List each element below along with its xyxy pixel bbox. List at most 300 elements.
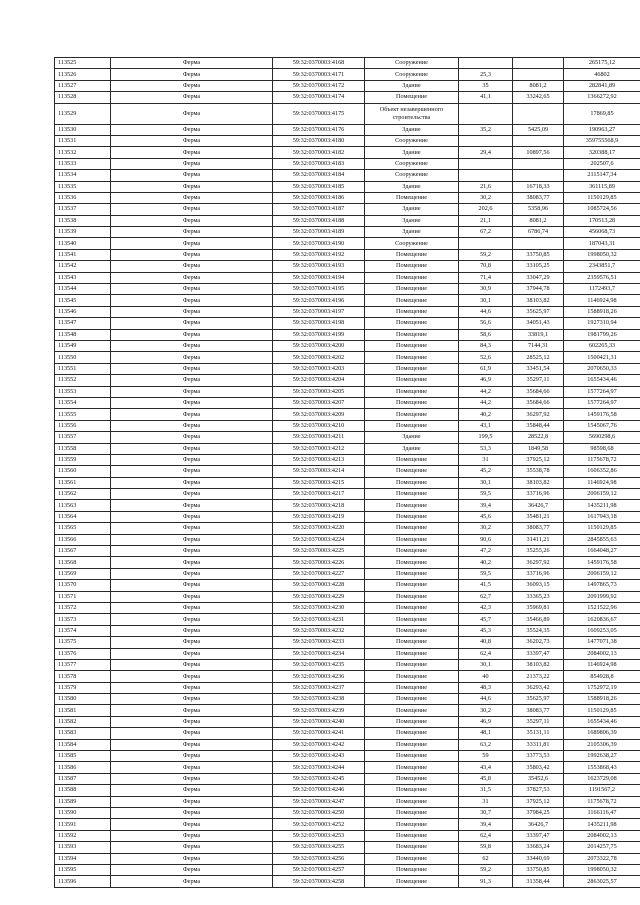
object-area-cell: [459, 58, 513, 69]
object-name-cell: Ферма: [111, 432, 273, 443]
object-name-cell: Ферма: [111, 671, 273, 682]
row-id-cell: 113529: [55, 103, 111, 124]
object-type-cell: Здание: [365, 204, 459, 215]
cadastral-value-cell: 17869,85: [564, 103, 640, 124]
object-area-cell: 91,3: [459, 876, 513, 887]
table-row: [55, 329, 640, 340]
cadastral-value-cell: 1588918,26: [564, 694, 640, 705]
object-area-cell: [459, 158, 513, 169]
cadastral-value-cell: 98598,68: [564, 443, 640, 454]
object-type-cell: Сооружение: [365, 58, 459, 69]
cadastral-number-cell: 59:32:0370003:4252: [273, 819, 365, 830]
row-id-cell: 113561: [55, 477, 111, 488]
unit-value-cell: 35848,44: [513, 420, 564, 431]
row-id-cell: 113554: [55, 397, 111, 408]
unit-value-cell: 35803,42: [513, 762, 564, 773]
row-id-cell: 113542: [55, 261, 111, 272]
object-area-cell: 31: [459, 796, 513, 807]
cadastral-number-cell: 59:32:0370003:4246: [273, 785, 365, 796]
cadastral-number-cell: 59:32:0370003:4175: [273, 103, 365, 124]
row-id-cell: 113565: [55, 523, 111, 534]
unit-value-cell: 21373,22: [513, 671, 564, 682]
row-id-cell: 113564: [55, 511, 111, 522]
object-area-cell: 40: [459, 671, 513, 682]
object-area-cell: 45,6: [459, 511, 513, 522]
unit-value-cell: 33750,85: [513, 249, 564, 260]
cadastral-value-cell: 1752972,19: [564, 682, 640, 693]
object-area-cell: 59,2: [459, 249, 513, 260]
row-id-cell: 113546: [55, 306, 111, 317]
cadastral-value-cell: 1500421,31: [564, 352, 640, 363]
object-name-cell: Ферма: [111, 557, 273, 568]
table-row: [55, 580, 640, 591]
object-name-cell: Ферма: [111, 135, 273, 146]
unit-value-cell: 38083,77: [513, 192, 564, 203]
unit-value-cell: 35481,21: [513, 511, 564, 522]
cadastral-number-cell: 59:32:0370003:4258: [273, 876, 365, 887]
object-area-cell: 21,6: [459, 181, 513, 192]
table-row: [55, 728, 640, 739]
cadastral-number-cell: 59:32:0370003:4196: [273, 295, 365, 306]
cadastral-number-cell: 59:32:0370003:4239: [273, 705, 365, 716]
cadastral-value-cell: 1981799,26: [564, 329, 640, 340]
object-name-cell: Ферма: [111, 773, 273, 784]
row-id-cell: 113595: [55, 864, 111, 875]
row-id-cell: 113550: [55, 352, 111, 363]
unit-value-cell: 33451,54: [513, 363, 564, 374]
object-area-cell: 63,2: [459, 739, 513, 750]
table-row: [55, 557, 640, 568]
object-area-cell: 44,6: [459, 694, 513, 705]
cadastral-number-cell: 59:32:0370003:4180: [273, 135, 365, 146]
object-area-cell: 43,4: [459, 762, 513, 773]
object-area-cell: 30,1: [459, 659, 513, 670]
object-area-cell: 84,3: [459, 340, 513, 351]
cadastral-value-cell: 2845855,63: [564, 534, 640, 545]
table-row: [55, 534, 640, 545]
cadastral-number-cell: 59:32:0370003:4182: [273, 147, 365, 158]
unit-value-cell: [513, 58, 564, 69]
cadastral-value-cell: 1459176,58: [564, 557, 640, 568]
table-row: [55, 170, 640, 181]
cadastral-value-cell: 1689806,39: [564, 728, 640, 739]
object-type-cell: Помещение: [365, 397, 459, 408]
row-id-cell: 113553: [55, 386, 111, 397]
cadastral-value-cell: 854928,8: [564, 671, 640, 682]
object-area-cell: 59,8: [459, 842, 513, 853]
row-id-cell: 113579: [55, 682, 111, 693]
cadastral-value-cell: 1664048,27: [564, 546, 640, 557]
cadastral-value-cell: 361115,89: [564, 181, 640, 192]
object-area-cell: 35,2: [459, 124, 513, 135]
row-id-cell: 113531: [55, 135, 111, 146]
cadastral-number-cell: 59:32:0370003:4232: [273, 625, 365, 636]
row-id-cell: 113578: [55, 671, 111, 682]
object-name-cell: Ферма: [111, 340, 273, 351]
table-row: [55, 864, 640, 875]
object-type-cell: Помещение: [365, 876, 459, 887]
object-name-cell: Ферма: [111, 762, 273, 773]
object-area-cell: 62,4: [459, 830, 513, 841]
unit-value-cell: 33716,96: [513, 568, 564, 579]
object-name-cell: Ферма: [111, 147, 273, 158]
unit-value-cell: 33047,29: [513, 272, 564, 283]
object-type-cell: Помещение: [365, 808, 459, 819]
object-name-cell: Ферма: [111, 103, 273, 124]
table-row: [55, 751, 640, 762]
cadastral-value-cell: 1521522,96: [564, 602, 640, 613]
table-row: [55, 272, 640, 283]
cadastral-number-cell: 59:32:0370003:4236: [273, 671, 365, 682]
object-name-cell: Ферма: [111, 614, 273, 625]
row-id-cell: 113573: [55, 614, 111, 625]
object-name-cell: Ферма: [111, 352, 273, 363]
object-area-cell: 70,8: [459, 261, 513, 272]
object-name-cell: Ферма: [111, 625, 273, 636]
object-area-cell: 58,6: [459, 329, 513, 340]
object-type-cell: Помещение: [365, 534, 459, 545]
table-row: [55, 466, 640, 477]
object-name-cell: Ферма: [111, 842, 273, 853]
table-row: [55, 58, 640, 69]
table-row: [55, 238, 640, 249]
object-area-cell: 45,3: [459, 625, 513, 636]
unit-value-cell: 37925,12: [513, 454, 564, 465]
cadastral-value-cell: 1175678,72: [564, 454, 640, 465]
cadastral-number-cell: 59:32:0370003:4220: [273, 523, 365, 534]
row-id-cell: 113535: [55, 181, 111, 192]
object-name-cell: Ферма: [111, 58, 273, 69]
row-id-cell: 113590: [55, 808, 111, 819]
object-type-cell: Помещение: [365, 375, 459, 386]
object-name-cell: Ферма: [111, 648, 273, 659]
cadastral-number-cell: 59:32:0370003:4186: [273, 192, 365, 203]
object-type-cell: Сооружение: [365, 135, 459, 146]
table-row: [55, 705, 640, 716]
object-name-cell: Ферма: [111, 876, 273, 887]
row-id-cell: 113591: [55, 819, 111, 830]
table-row: [55, 773, 640, 784]
cadastral-number-cell: 59:32:0370003:4217: [273, 489, 365, 500]
cadastral-number-cell: 59:32:0370003:4203: [273, 363, 365, 374]
row-id-cell: 113592: [55, 830, 111, 841]
cadastral-number-cell: 59:32:0370003:4231: [273, 614, 365, 625]
object-area-cell: 30,2: [459, 705, 513, 716]
table-row: [55, 739, 640, 750]
table-row: [55, 386, 640, 397]
object-name-cell: Ферма: [111, 454, 273, 465]
table-row: [55, 204, 640, 215]
unit-value-cell: 6786,74: [513, 227, 564, 238]
object-name-cell: Ферма: [111, 69, 273, 80]
unit-value-cell: 38103,82: [513, 659, 564, 670]
table-row: [55, 181, 640, 192]
object-type-cell: Помещение: [365, 773, 459, 784]
cadastral-value-cell: 1435211,98: [564, 819, 640, 830]
table-row: [55, 103, 640, 124]
unit-value-cell: 37944,78: [513, 284, 564, 295]
object-area-cell: 41,5: [459, 580, 513, 591]
object-area-cell: 29,4: [459, 147, 513, 158]
object-name-cell: Ферма: [111, 830, 273, 841]
cadastral-number-cell: 59:32:0370003:4257: [273, 864, 365, 875]
table-row: [55, 420, 640, 431]
cadastral-number-cell: 59:32:0370003:4202: [273, 352, 365, 363]
table-row: [55, 796, 640, 807]
object-type-cell: Помещение: [365, 694, 459, 705]
cadastral-number-cell: 59:32:0370003:4213: [273, 454, 365, 465]
cadastral-number-cell: 59:32:0370003:4207: [273, 397, 365, 408]
cadastral-value-cell: 1366272,92: [564, 92, 640, 103]
object-type-cell: Помещение: [365, 454, 459, 465]
row-id-cell: 113570: [55, 580, 111, 591]
object-area-cell: 53,3: [459, 443, 513, 454]
cadastral-number-cell: 59:32:0370003:4183: [273, 158, 365, 169]
object-area-cell: 40,8: [459, 637, 513, 648]
object-area-cell: 59,5: [459, 568, 513, 579]
row-id-cell: 113582: [55, 716, 111, 727]
unit-value-cell: [513, 135, 564, 146]
table-row: [55, 295, 640, 306]
object-type-cell: Помещение: [365, 762, 459, 773]
unit-value-cell: 36293,42: [513, 682, 564, 693]
object-type-cell: Сооружение: [365, 69, 459, 80]
unit-value-cell: 28522,8: [513, 432, 564, 443]
unit-value-cell: 5358,96: [513, 204, 564, 215]
object-area-cell: 47,2: [459, 546, 513, 557]
cadastral-value-cell: 282841,89: [564, 80, 640, 91]
row-id-cell: 113569: [55, 568, 111, 579]
cadastral-value-cell: 1085724,56: [564, 204, 640, 215]
cadastral-value-cell: 1998050,32: [564, 864, 640, 875]
object-area-cell: 46,9: [459, 375, 513, 386]
cadastral-number-cell: 59:32:0370003:4241: [273, 728, 365, 739]
table-row: [55, 92, 640, 103]
unit-value-cell: 33683,24: [513, 842, 564, 853]
cadastral-number-cell: 59:32:0370003:4192: [273, 249, 365, 260]
cadastral-number-cell: 59:32:0370003:4187: [273, 204, 365, 215]
unit-value-cell: 36297,92: [513, 409, 564, 420]
object-type-cell: Помещение: [365, 659, 459, 670]
object-type-cell: Помещение: [365, 751, 459, 762]
table-row: [55, 318, 640, 329]
table-row: [55, 591, 640, 602]
object-name-cell: Ферма: [111, 511, 273, 522]
object-area-cell: 202,6: [459, 204, 513, 215]
cadastral-number-cell: 59:32:0370003:4229: [273, 591, 365, 602]
table-row: [55, 352, 640, 363]
object-area-cell: 59,2: [459, 864, 513, 875]
cadastral-number-cell: 59:32:0370003:4185: [273, 181, 365, 192]
row-id-cell: 113534: [55, 170, 111, 181]
cadastral-value-cell: 1150129,85: [564, 192, 640, 203]
object-type-cell: Помещение: [365, 557, 459, 568]
object-name-cell: Ферма: [111, 534, 273, 545]
cadastral-value-cell: 2006159,12: [564, 568, 640, 579]
cadastral-value-cell: 1175678,72: [564, 796, 640, 807]
object-name-cell: Ферма: [111, 580, 273, 591]
table-row: [55, 500, 640, 511]
row-id-cell: 113559: [55, 454, 111, 465]
table-row: [55, 614, 640, 625]
object-type-cell: Помещение: [365, 420, 459, 431]
cadastral-number-cell: 59:32:0370003:4171: [273, 69, 365, 80]
table-row: [55, 215, 640, 226]
unit-value-cell: [513, 103, 564, 124]
object-name-cell: Ферма: [111, 568, 273, 579]
cadastral-value-cell: 320388,17: [564, 147, 640, 158]
cadastral-number-cell: 59:32:0370003:4255: [273, 842, 365, 853]
cadastral-number-cell: 59:32:0370003:4224: [273, 534, 365, 545]
cadastral-value-cell: 1655434,46: [564, 375, 640, 386]
row-id-cell: 113526: [55, 69, 111, 80]
cadastral-number-cell: 59:32:0370003:4244: [273, 762, 365, 773]
cadastral-value-cell: 1620836,67: [564, 614, 640, 625]
object-type-cell: Помещение: [365, 306, 459, 317]
object-area-cell: 44,6: [459, 306, 513, 317]
unit-value-cell: 36202,73: [513, 637, 564, 648]
unit-value-cell: 35131,11: [513, 728, 564, 739]
object-name-cell: Ферма: [111, 466, 273, 477]
object-type-cell: Помещение: [365, 546, 459, 557]
row-id-cell: 113528: [55, 92, 111, 103]
table-row: [55, 135, 640, 146]
cadastral-number-cell: 59:32:0370003:4199: [273, 329, 365, 340]
object-type-cell: Помещение: [365, 705, 459, 716]
cadastral-value-cell: 265175,12: [564, 58, 640, 69]
unit-value-cell: 35524,35: [513, 625, 564, 636]
object-name-cell: Ферма: [111, 375, 273, 386]
cadastral-number-cell: 59:32:0370003:4210: [273, 420, 365, 431]
unit-value-cell: 35969,81: [513, 602, 564, 613]
cadastral-number-cell: 59:32:0370003:4235: [273, 659, 365, 670]
object-type-cell: Помещение: [365, 682, 459, 693]
row-id-cell: 113589: [55, 796, 111, 807]
cadastral-value-cell: 190963,27: [564, 124, 640, 135]
cadastral-number-cell: 59:32:0370003:4225: [273, 546, 365, 557]
cadastral-number-cell: 59:32:0370003:4194: [273, 272, 365, 283]
unit-value-cell: 8081,2: [513, 215, 564, 226]
unit-value-cell: 35684,66: [513, 386, 564, 397]
row-id-cell: 113593: [55, 842, 111, 853]
cadastral-number-cell: 59:32:0370003:4189: [273, 227, 365, 238]
object-type-cell: Помещение: [365, 785, 459, 796]
object-area-cell: 39,4: [459, 500, 513, 511]
object-area-cell: 45,8: [459, 773, 513, 784]
object-name-cell: Ферма: [111, 705, 273, 716]
cadastral-number-cell: 59:32:0370003:4214: [273, 466, 365, 477]
cadastral-value-cell: 1588918,26: [564, 306, 640, 317]
object-area-cell: 40,2: [459, 557, 513, 568]
table-row: [55, 69, 640, 80]
unit-value-cell: 37984,25: [513, 808, 564, 819]
object-area-cell: 31,5: [459, 785, 513, 796]
object-area-cell: 44,2: [459, 386, 513, 397]
row-id-cell: 113537: [55, 204, 111, 215]
object-type-cell: Помещение: [365, 853, 459, 864]
table-row: [55, 375, 640, 386]
object-name-cell: Ферма: [111, 92, 273, 103]
cadastral-value-cell: 2073322,78: [564, 853, 640, 864]
cadastral-value-cell: 2084002,13: [564, 648, 640, 659]
unit-value-cell: 33397,47: [513, 830, 564, 841]
cadastral-number-cell: 59:32:0370003:4228: [273, 580, 365, 591]
unit-value-cell: 33105,25: [513, 261, 564, 272]
unit-value-cell: 31411,21: [513, 534, 564, 545]
unit-value-cell: [513, 158, 564, 169]
object-type-cell: Помещение: [365, 830, 459, 841]
cadastral-number-cell: 59:32:0370003:4242: [273, 739, 365, 750]
object-area-cell: 67,2: [459, 227, 513, 238]
object-area-cell: 61,9: [459, 363, 513, 374]
unit-value-cell: 35297,11: [513, 375, 564, 386]
row-id-cell: 113527: [55, 80, 111, 91]
object-type-cell: Помещение: [365, 92, 459, 103]
object-type-cell: Помещение: [365, 614, 459, 625]
object-name-cell: Ферма: [111, 158, 273, 169]
row-id-cell: 113585: [55, 751, 111, 762]
object-type-cell: Помещение: [365, 864, 459, 875]
object-area-cell: 42,3: [459, 602, 513, 613]
table-row: [55, 511, 640, 522]
object-name-cell: Ферма: [111, 215, 273, 226]
object-area-cell: 199,5: [459, 432, 513, 443]
object-name-cell: Ферма: [111, 602, 273, 613]
cadastral-number-cell: 59:32:0370003:4193: [273, 261, 365, 272]
cadastral-number-cell: 59:32:0370003:4211: [273, 432, 365, 443]
cadastral-number-cell: 59:32:0370003:4188: [273, 215, 365, 226]
object-type-cell: Помещение: [365, 511, 459, 522]
cadastral-value-cell: 1497865,73: [564, 580, 640, 591]
row-id-cell: 113581: [55, 705, 111, 716]
table-row: [55, 602, 640, 613]
row-id-cell: 113556: [55, 420, 111, 431]
object-name-cell: Ферма: [111, 80, 273, 91]
cadastral-value-cell: 1609253,05: [564, 625, 640, 636]
table-row: [55, 637, 640, 648]
object-area-cell: [459, 103, 513, 124]
table-row: [55, 671, 640, 682]
cadastral-number-cell: 59:32:0370003:4176: [273, 124, 365, 135]
object-name-cell: Ферма: [111, 295, 273, 306]
table-row: [55, 546, 640, 557]
cadastral-value-cell: 1150129,85: [564, 523, 640, 534]
cadastral-number-cell: 59:32:0370003:4240: [273, 716, 365, 727]
unit-value-cell: 8081,2: [513, 80, 564, 91]
object-type-cell: Помещение: [365, 261, 459, 272]
table-row: [55, 397, 640, 408]
unit-value-cell: 36093,15: [513, 580, 564, 591]
row-id-cell: 113572: [55, 602, 111, 613]
row-id-cell: 113562: [55, 489, 111, 500]
object-type-cell: Помещение: [365, 716, 459, 727]
object-name-cell: Ферма: [111, 864, 273, 875]
object-name-cell: Ферма: [111, 500, 273, 511]
object-type-cell: Помещение: [365, 489, 459, 500]
cadastral-value-cell: 1992638,27: [564, 751, 640, 762]
cadastral-value-cell: 359755568,9: [564, 135, 640, 146]
object-name-cell: Ферма: [111, 751, 273, 762]
table-row: [55, 261, 640, 272]
table-row: [55, 682, 640, 693]
unit-value-cell: 33311,81: [513, 739, 564, 750]
cadastral-number-cell: 59:32:0370003:4212: [273, 443, 365, 454]
table-row: [55, 284, 640, 295]
cadastral-number-cell: 59:32:0370003:4198: [273, 318, 365, 329]
object-type-cell: Помещение: [365, 500, 459, 511]
cadastral-value-cell: 1191567,2: [564, 785, 640, 796]
object-name-cell: Ферма: [111, 716, 273, 727]
